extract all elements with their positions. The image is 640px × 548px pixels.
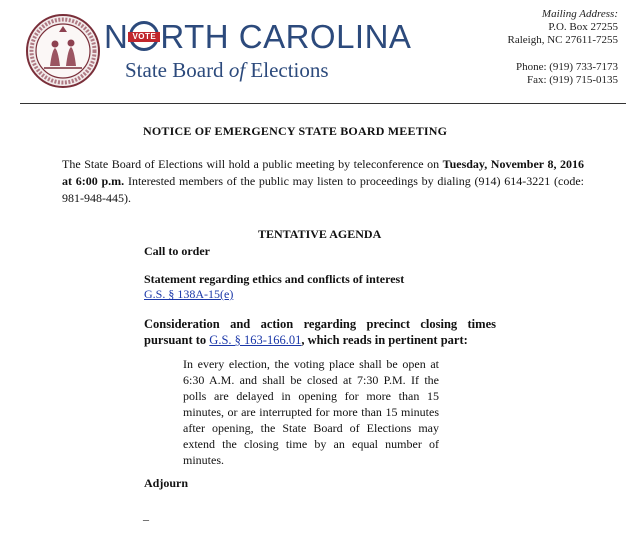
- header-divider: [20, 103, 626, 104]
- notice-text-post: Interested members of the public may listen to proceedings by dialing (914) 614-3221 (code: 981-948-445).: [62, 174, 584, 205]
- letterhead-subtitle: [125, 58, 329, 83]
- phone-number: Phone: (919) 733-7173: [515, 61, 618, 73]
- notice-text-pre: The State Board of Elections will hold a public meeting by teleconference on: [62, 157, 443, 171]
- title-letter-n: N: [104, 17, 129, 55]
- subtitle-part-a: State Board: [125, 58, 229, 82]
- consider-text-pre: Consideration and action regarding precinct closing times pursuant to: [144, 317, 496, 347]
- vote-badge: VOTE: [128, 32, 160, 42]
- title-rest: RTH CAROLINA: [160, 17, 412, 55]
- agenda-item-call-to-order: Call to order: [144, 244, 210, 258]
- notice-paragraph: [62, 156, 584, 207]
- mailing-address-block: [508, 8, 619, 87]
- address-line-1: P.O. Box 27255: [548, 21, 618, 33]
- letterhead-title: [104, 14, 411, 58]
- notice-title: NOTICE OF EMERGENCY STATE BOARD MEETING: [143, 124, 448, 138]
- agenda-item-adjourn: Adjourn: [144, 476, 189, 490]
- consider-text-post: , which reads in pertinent part:: [301, 333, 468, 347]
- address-line-2: Raleigh, NC 27611-7255: [507, 34, 618, 46]
- fax-number: Fax: (919) 715-0135: [526, 74, 618, 86]
- trailing-dash: _: [143, 508, 149, 522]
- agenda-item-closing-times: [144, 316, 496, 348]
- subtitle-part-b: Elections: [245, 58, 329, 82]
- state-seal-icon: [26, 14, 100, 88]
- ethics-statute-link[interactable]: G.S. § 138A-15(e): [144, 287, 234, 301]
- subtitle-of: of: [228, 58, 246, 82]
- meeting-datetime: Tuesday, November 8, 2016 at 6:00 p.m.: [62, 157, 584, 188]
- agenda-item-ethics: Statement regarding ethics and conflicts of interest: [144, 272, 405, 286]
- agenda-title: TENTATIVE AGENDA: [258, 227, 382, 241]
- address-label: Mailing Address:: [541, 8, 618, 20]
- closing-times-statute-link[interactable]: G.S. § 163-166.01: [209, 333, 302, 347]
- vote-ballot-icon: [129, 21, 159, 51]
- statute-quote: In every election, the voting place shall be open at 6:30 A.M. and shall be closed at 7:30 P.M. If the polls are delayed in opening for more than 15 minutes, or are interrupted for more than 15 minutes after opening, the State Board of Elections may extend the closing time by an equal number of minutes.: [183, 357, 439, 467]
